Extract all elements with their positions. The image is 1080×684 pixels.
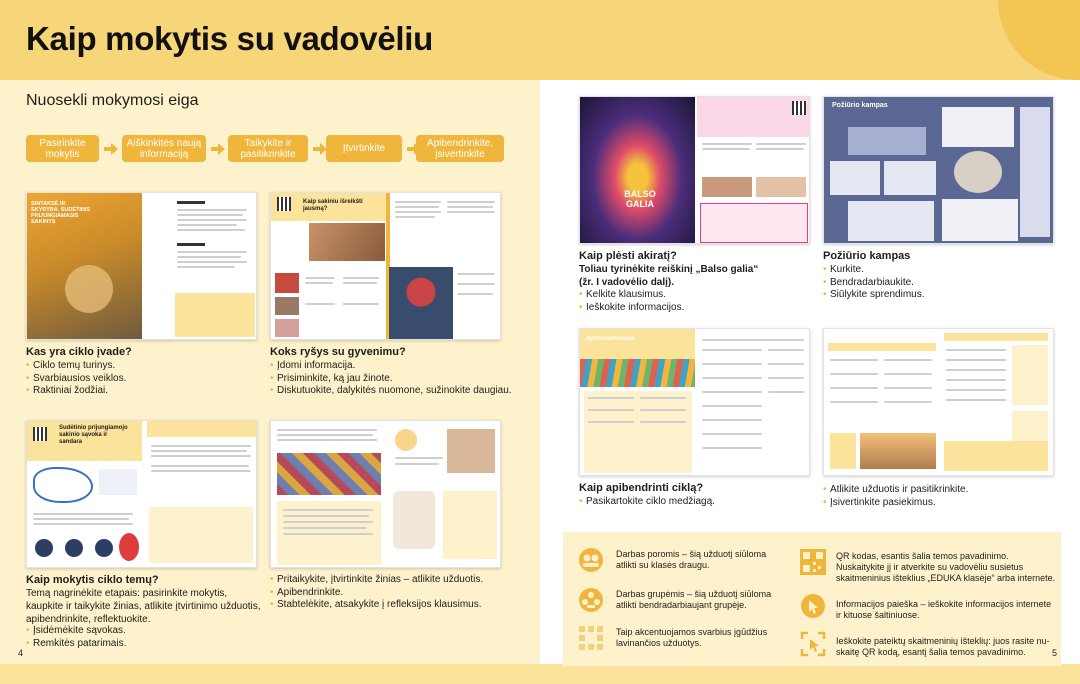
list-item: • Įdomi informacija. (270, 360, 530, 373)
digital-resource-icon (800, 631, 826, 657)
page-title: Kaip mokytis su vadovėliu (26, 20, 433, 57)
spread-thumbnail-topic (26, 420, 257, 568)
legend-key-skills-text: Taip akcentuojamos svarbius įgūdžius lavinančios užduotys. (616, 627, 768, 648)
list-item: • Siūlykite sprendimus. (823, 289, 924, 302)
step-explore: Aiškinkitės naują informaciją (122, 135, 206, 162)
legend-pair-work-text: Darbas poromis – šią užduotį siūloma atlikti su klasės draugu. (616, 549, 767, 570)
qr-code-icon (33, 427, 47, 441)
legend-group-work-text: Darbas grupėmis – šią užduotį siūloma atlikti bendradarbiaujant grupėje. (616, 589, 772, 610)
list-item: • Svarbiausios veiklos. (26, 373, 126, 386)
road-sign (119, 533, 139, 561)
broaden-bullets (579, 289, 684, 314)
friends-photo (309, 223, 385, 261)
spread-thumbnail-intro (26, 192, 257, 340)
step-choose: Pasirinkite mokytis (26, 135, 99, 162)
topic-caption-title: Kaip mokytis ciklo temų? (26, 574, 159, 586)
intro-caption-title: Kas yra ciklo įvade? (26, 346, 132, 358)
landscape-photo (860, 433, 936, 469)
list-item: • Diskutuokite, dalykitės nuomone, sužinokite daugiau. (270, 385, 530, 398)
list-item: • Įsidėmėkite sąvokas. (26, 625, 126, 638)
topic-caption-text: Temą nagrinėkite etapais: pasirinkite mokytis, kaupkite ir taikykite žinias, atlikite įtvirtinimo užduotis, apibendrinkite, reflektuokite. (26, 588, 261, 625)
summary-bullets (579, 496, 715, 509)
spread-thumbnail-apply (270, 420, 501, 568)
life-heading: Kaip sakiniu išreikšti jausmą? (303, 199, 363, 212)
list-item: • Kelkite klausimus. (579, 289, 684, 302)
topic-heading: Sudėtinio prijungiamojo sakinio sąvoka ir sandara (59, 425, 128, 445)
spread-thumbnail-life (270, 192, 501, 340)
life-caption-title: Koks ryšys su gyvenimu? (270, 346, 406, 358)
broaden-caption-subtitle-2: (žr. I vadovėlio dalį). (579, 277, 675, 288)
page-number-right: 5 (1052, 648, 1058, 658)
topic-bullets (26, 625, 126, 650)
person-illustration (954, 151, 1002, 193)
viewpoint-bullets (823, 264, 924, 302)
list-item: • Raktiniai žodžiai. (26, 385, 126, 398)
qr-code-icon (792, 101, 806, 115)
intro-heading: SINTAKSĖ IR SKYRYBA. SUDĖTINIS PRIJUNGIAMASIS SAKINYS (31, 201, 91, 225)
list-item: • Įsivertinkite pasiekimus. (823, 497, 968, 510)
list-item: • Ciklo temų turinys. (26, 360, 126, 373)
check-bullets (823, 484, 968, 509)
bottom-strip (0, 664, 1080, 684)
step-apply: Taikykite ir pasitikrinkite (228, 135, 308, 162)
viewpoint-heading: Požiūrio kampas (832, 102, 888, 109)
legend-digital-resource-text: Ieškokite pateiktų skaitmeninių išteklių: juos rasite nuskaitę QR kodą, esantį šalia temos pavadinimo. (836, 636, 1050, 657)
info-search-icon (800, 593, 826, 619)
qr-code-icon (800, 549, 826, 575)
apply-bullets (270, 574, 530, 612)
colored-pencils-photo (580, 359, 695, 387)
step-consolidate: Įtvirtinkite (326, 135, 402, 162)
list-item: • Remkitės patarimais. (26, 638, 126, 651)
spread-thumbnail-broaden (579, 96, 810, 244)
keywords-box (175, 293, 255, 337)
list-item: • Prisiminkite, ką jau žinote. (270, 373, 530, 386)
step-summarize: Apibendrinkite, įsivertinkite (416, 135, 504, 162)
list-item: • Bendradarbiaukite. (823, 277, 924, 290)
balso-galia-title: BALSO GALIA (624, 189, 656, 209)
hearts-cup-photo (389, 267, 453, 339)
summary-caption-title: Kaip apibendrinti ciklą? (579, 482, 704, 494)
spread-thumbnail-summary (579, 328, 810, 476)
list-item: • Atlikite užduotis ir pasitikrinkite. (823, 484, 968, 497)
summary-heading: Apibendrinimas (586, 335, 636, 342)
qr-code-icon (277, 197, 291, 211)
arrow-icon (313, 143, 327, 155)
stamps-photo (277, 453, 381, 495)
legend-qr-text: QR kodas, esantis šalia temos pavadinimo. Nuskaitykite jį ir atverkite su vadovėliu susietus skaitmeninius išteklius „EDUKA klasėje“ arba internete. (836, 551, 1056, 583)
page-number-left: 4 (18, 648, 24, 658)
list-item: • Pritaikykite, įtvirtinkite žinias – atlikite užduotis. (270, 574, 530, 587)
river-illustration (33, 467, 93, 503)
list-item: • Apibendrinkite. (270, 587, 530, 600)
viewpoint-caption-title: Požiūrio kampas (823, 250, 911, 262)
spread-thumbnail-self-check (823, 328, 1054, 476)
intro-bullets (26, 360, 126, 398)
list-item: • Kurkite. (823, 264, 924, 277)
arrow-icon (211, 143, 225, 155)
list-item: • Ieškokite informacijos. (579, 302, 684, 315)
balso-galia-artwork (580, 97, 695, 243)
key-skills-icon (578, 625, 604, 651)
section-subtitle: Nuosekli mokymosi eiga (26, 92, 199, 109)
broaden-caption-subtitle-1: Toliau tyrinėkite reiškinį „Balso galia“ (579, 264, 759, 275)
legend-info-search-text: Informacijos paieška – ieškokite informacijos internete ir kituose šaltiniuose. (836, 599, 1052, 620)
pair-work-icon (578, 547, 604, 573)
broaden-caption-title: Kaip plėsti akiratį? (579, 250, 677, 262)
scooter-illustration (393, 491, 435, 549)
list-item: • Stabtelėkite, atsakykite į refleksijos klausimus. (270, 599, 530, 612)
spread-thumbnail-viewpoint (823, 96, 1054, 244)
list-item: • Pasikartokite ciklo medžiagą. (579, 496, 715, 509)
arrow-icon (104, 143, 118, 155)
group-work-icon (578, 587, 604, 613)
student-photo (65, 265, 113, 313)
life-bullets (270, 360, 530, 398)
